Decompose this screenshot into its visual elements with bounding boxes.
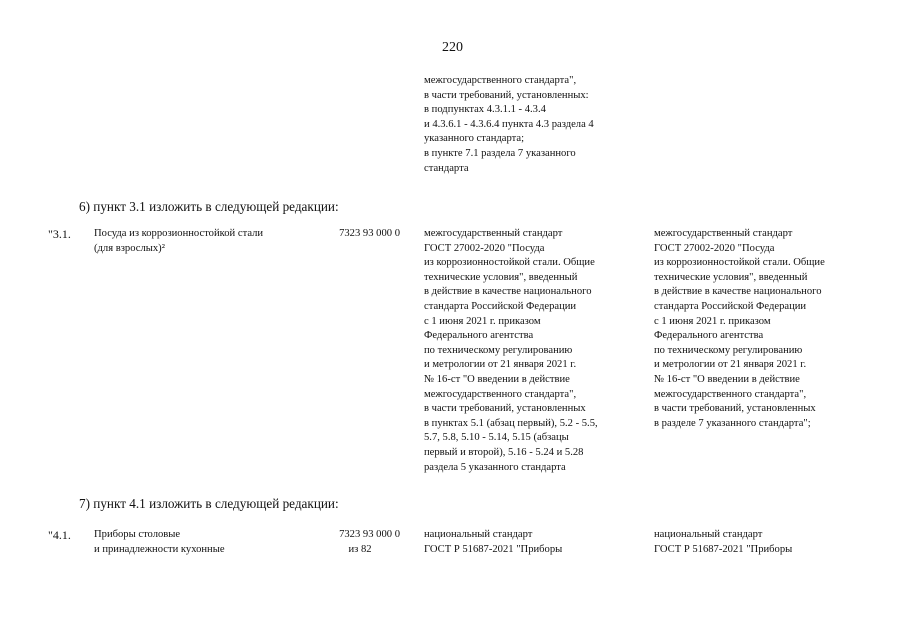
- text-line: из коррозионностойкой стали. Общие: [424, 257, 595, 269]
- row-3-1-standard-col4: [654, 227, 825, 431]
- row-4-1-code: [320, 528, 400, 557]
- text-line: стандарта Российской Федерации: [654, 300, 807, 312]
- row-3-1-code: [320, 227, 400, 242]
- commodity-code: 7323 93 000 0: [339, 228, 400, 239]
- text-line: ГОСТ 27002-2020 "Посуда: [424, 242, 545, 254]
- amendment-heading-6: 6) пункт 3.1 изложить в следующей редакции:: [79, 199, 339, 214]
- text-line: в части требований, установленных: [654, 403, 816, 415]
- text-line: межгосударственный стандарт: [424, 228, 563, 239]
- row-number: "3.1.: [48, 227, 71, 241]
- text-line: в действие в качестве национального: [424, 286, 592, 298]
- text-line: ГОСТ Р 51687-2021 "Приборы: [424, 543, 563, 555]
- amendment-heading-7: 7) пункт 4.1 изложить в следующей редакции:: [79, 496, 339, 511]
- text-line: с 1 июня 2021 г. приказом: [424, 315, 541, 327]
- text-line: в действие в качестве национального: [654, 286, 822, 298]
- text-line: межгосударственного стандарта",: [654, 388, 807, 400]
- text-line: Федерального агентства: [424, 330, 534, 342]
- text-line: национальный стандарт: [654, 529, 763, 540]
- row-3-1-product-name: [94, 227, 263, 256]
- text-line: в части требований, установленных:: [424, 89, 589, 101]
- row-number: "4.1.: [48, 528, 71, 542]
- text-line: в части требований, установленных: [424, 403, 586, 415]
- text-line: Федерального агентства: [654, 330, 764, 342]
- product-name-line: Приборы столовые: [94, 529, 181, 540]
- row-4-1-product-name: [94, 528, 225, 557]
- row-3-1-standard-col3: [424, 227, 598, 475]
- text-line: по техническому регулированию: [654, 344, 803, 356]
- text-line: межгосударственного стандарта",: [424, 388, 577, 400]
- text-line: из коррозионностойкой стали. Общие: [654, 257, 825, 269]
- text-line: в разделе 7 указанного стандарта";: [654, 417, 811, 429]
- text-line: № 16-ст "О введении в действие: [424, 373, 570, 385]
- text-line: с 1 июня 2021 г. приказом: [654, 315, 771, 327]
- text-line: первый и второй), 5.16 - 5.24 и 5.28: [424, 446, 584, 458]
- row-number-4-1: [48, 528, 71, 543]
- commodity-code: 7323 93 000 0: [339, 529, 400, 540]
- text-line: технические условия", введенный: [654, 271, 808, 283]
- text-line: межгосударственный стандарт: [654, 228, 793, 239]
- text-line: и метрологии от 21 января 2021 г.: [654, 359, 807, 371]
- product-name-line: Посуда из коррозионностойкой стали: [94, 228, 264, 239]
- row-4-1-standard-col4: [654, 528, 792, 557]
- continuation-text: [424, 74, 594, 176]
- row-4-1-standard-col3: [424, 528, 562, 557]
- text-line: и метрологии от 21 января 2021 г.: [424, 359, 577, 371]
- text-line: 5.7, 5.8, 5.10 - 5.14, 5.15 (абзацы: [424, 432, 569, 444]
- text-line: стандарта Российской Федерации: [424, 300, 577, 312]
- text-line: по техническому регулированию: [424, 344, 573, 356]
- commodity-code-qualifier: из 82: [348, 543, 372, 555]
- row-number-3-1: [48, 227, 71, 242]
- text-line: ГОСТ Р 51687-2021 "Приборы: [654, 543, 793, 555]
- text-line: ГОСТ 27002-2020 "Посуда: [654, 242, 775, 254]
- page-number: 220: [442, 40, 463, 55]
- text-line: стандарта: [424, 162, 469, 174]
- text-line: в пункте 7.1 раздела 7 указанного: [424, 147, 576, 159]
- text-line: в пунктах 5.1 (абзац первый), 5.2 - 5.5,: [424, 417, 598, 429]
- text-line: национальный стандарт: [424, 529, 533, 540]
- product-name-line: (для взрослых)²: [94, 242, 165, 254]
- text-line: технические условия", введенный: [424, 271, 578, 283]
- product-name-line: и принадлежности кухонные: [94, 543, 225, 555]
- text-line: и 4.3.6.1 - 4.3.6.4 пункта 4.3 раздела 4: [424, 118, 594, 130]
- text-line: раздела 5 указанного стандарта: [424, 461, 566, 473]
- text-line: межгосударственного стандарта",: [424, 75, 577, 86]
- text-line: указанного стандарта;: [424, 133, 525, 145]
- text-line: № 16-ст "О введении в действие: [654, 373, 800, 385]
- text-line: в подпунктах 4.3.1.1 - 4.3.4: [424, 104, 546, 116]
